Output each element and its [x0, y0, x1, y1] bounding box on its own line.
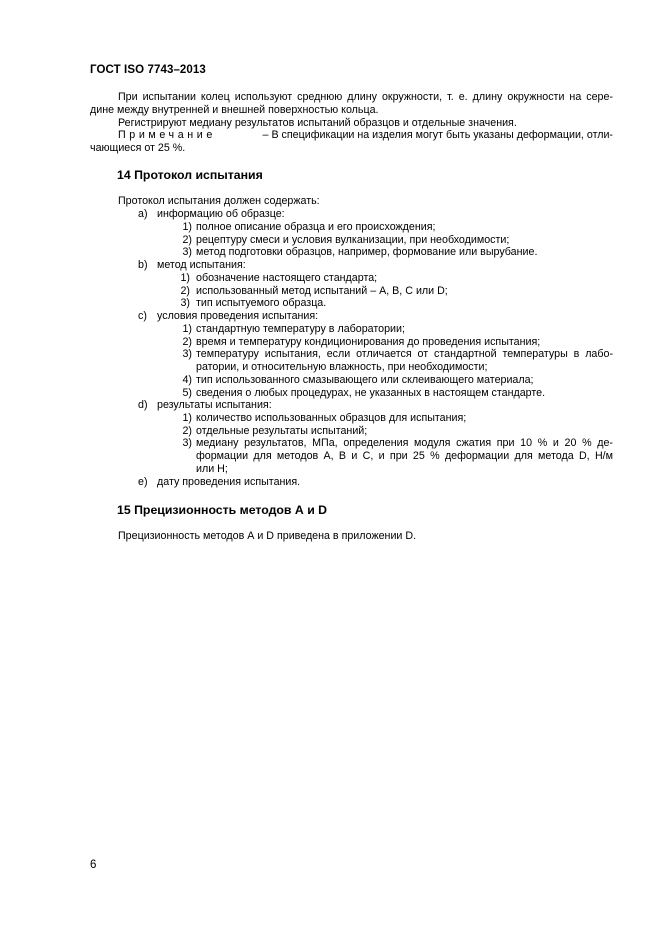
list-marker: a): [138, 208, 148, 220]
sublist-item-continuation: формации для методов A, B и C, и при 25 % деформации для метода D, Н/м: [196, 450, 613, 462]
sublist-marker: 3): [182, 246, 192, 258]
list-marker: b): [138, 259, 148, 271]
sublist-item: температуру испытания, если отличается от стандартной температуры в лабо-: [196, 348, 613, 360]
list-item: результаты испытания:: [157, 399, 272, 411]
list-item: дату проведения испытания.: [157, 476, 301, 488]
list-item: метод испытания:: [157, 259, 246, 271]
sublist-item: использованный метод испытаний – A, B, C или D;: [196, 285, 448, 297]
section-heading: 14 Протокол испытания: [117, 168, 263, 182]
sublist-item: стандартную температуру в лаборатории;: [196, 323, 405, 335]
sublist-item: медиану результатов, МПа, определения модуля сжатия при 10 % и 20 % де-: [196, 437, 613, 449]
document-header: ГОСТ ISO 7743–2013: [90, 64, 206, 76]
sublist-item: рецептуру смеси и условия вулканизации, при необходимости;: [196, 234, 510, 246]
intro-paragraph: Регистрируют медиану результатов испытаний образцов и отдельные значения.: [118, 117, 517, 129]
sublist-marker: 3): [182, 348, 192, 360]
sublist-marker: 5): [182, 387, 192, 399]
sublist-marker: 2): [182, 234, 192, 246]
sublist-item: время и температуру кондиционирования до проведения испытания;: [196, 336, 541, 348]
sublist-item: тип испытуемого образца.: [196, 297, 327, 309]
section-lead: Протокол испытания должен содержать:: [118, 195, 320, 207]
list-marker: c): [138, 310, 147, 322]
section-paragraph: Прецизионность методов А и D приведена в приложении D.: [118, 530, 417, 542]
section-heading: 15 Прецизионность методов А и D: [117, 503, 328, 517]
note-text: – В спецификации на изделия могут быть указаны деформации, отли-: [262, 129, 613, 141]
sublist-item-continuation: или Н;: [196, 463, 228, 475]
page-number: 6: [90, 859, 97, 871]
sublist-marker: 3): [180, 297, 190, 309]
sublist-marker: 1): [182, 323, 192, 335]
note-line: [118, 129, 613, 142]
sublist-item: отдельные результаты испытаний;: [196, 425, 368, 437]
sublist-item-continuation: ратории, и относительную влажность, при необходимости;: [196, 361, 488, 373]
sublist-marker: 2): [182, 336, 192, 348]
list-item: информацию об образце:: [157, 208, 285, 220]
note-label: Примечание: [118, 129, 216, 141]
intro-paragraph-line: При испытании колец используют среднюю длину окружности, т. е. длину окружности на сере-: [118, 91, 613, 103]
sublist-marker: 1): [182, 412, 192, 424]
sublist-marker: 3): [182, 437, 192, 449]
sublist-item: обозначение настоящего стандарта;: [196, 272, 378, 284]
sublist-item: сведения о любых процедурах, не указанных в настоящем стандарте.: [196, 387, 546, 399]
list-item: условия проведения испытания:: [157, 310, 319, 322]
sublist-marker: 2): [180, 285, 190, 297]
sublist-item: метод подготовки образцов, например, формование или вырубание.: [196, 246, 538, 258]
sublist-marker: 2): [182, 425, 192, 437]
list-marker: d): [138, 399, 148, 411]
sublist-item: количество использованных образцов для испытания;: [196, 412, 467, 424]
intro-paragraph-line: дине между внутренней и внешней поверхностью кольца.: [90, 104, 379, 116]
sublist-marker: 1): [182, 221, 192, 233]
sublist-item: полное описание образца и его происхождения;: [196, 221, 436, 233]
list-marker: e): [138, 476, 148, 488]
sublist-item: тип использованного смазывающего или склеивающего материала;: [196, 374, 534, 386]
sublist-marker: 4): [182, 374, 192, 386]
sublist-marker: 1): [180, 272, 190, 284]
note-line: чающиеся от 25 %.: [90, 142, 186, 154]
